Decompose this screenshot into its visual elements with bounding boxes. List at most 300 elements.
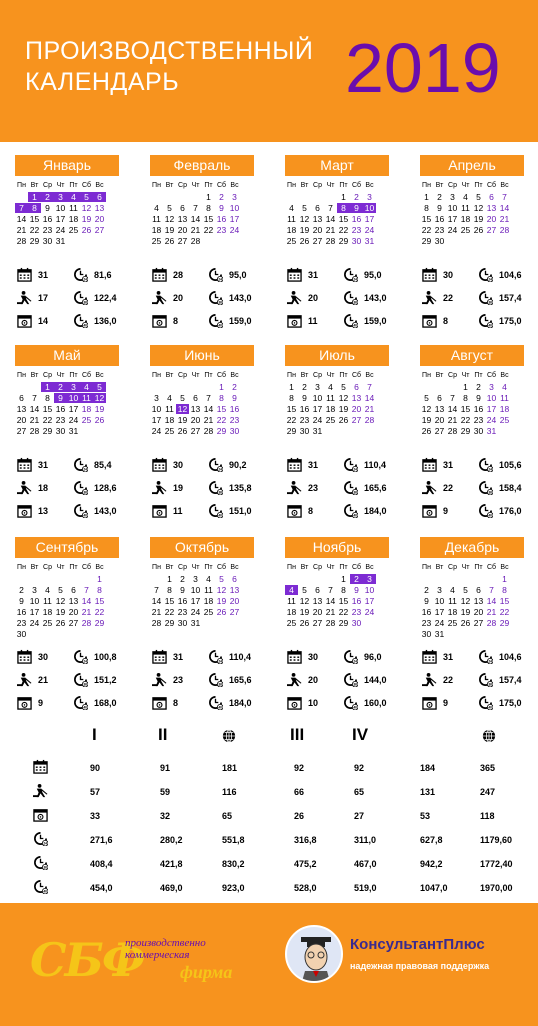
stats-row — [422, 668, 538, 691]
svg-text:40: 40 — [353, 323, 358, 328]
month-day-grid — [420, 371, 538, 437]
stat-item — [17, 290, 73, 305]
weekday-label: Чт — [326, 372, 335, 379]
day-cell: 17 — [312, 404, 323, 414]
month-name: Июль — [285, 345, 389, 366]
stat-item — [343, 672, 403, 687]
day-cell: 24 — [190, 607, 201, 617]
weekday-label: Вс — [500, 564, 509, 571]
day-cell: 25 — [42, 618, 53, 628]
day-cell: 22 — [338, 607, 349, 617]
stat-value: 135,8 — [229, 482, 252, 493]
svg-text:36: 36 — [83, 682, 88, 687]
empty-day-cell — [498, 629, 511, 639]
day-cell: 16 — [55, 404, 66, 414]
day-cell: 12 — [177, 404, 188, 414]
stat-value: 143,0 — [364, 292, 387, 303]
quarter-header: III — [290, 725, 305, 744]
week-row — [150, 214, 270, 225]
summary-value: 923,0 — [222, 883, 245, 893]
week-row — [15, 214, 135, 225]
empty-day-cell — [176, 382, 189, 392]
weekday-label: Ср — [313, 564, 322, 571]
day-cell: 19 — [177, 415, 188, 425]
summary-value: 131 — [420, 787, 436, 797]
calendar-icon — [422, 457, 437, 472]
stat-item — [287, 313, 343, 328]
day-cell: 8 — [28, 203, 41, 213]
day-cell: 29 — [499, 618, 510, 628]
day-cell: 26 — [299, 618, 310, 628]
day-cell: 1 — [219, 382, 224, 392]
month-stats — [152, 645, 268, 714]
month-day-grid — [150, 181, 270, 247]
stat-value: 31 — [443, 651, 454, 662]
stats-row — [152, 499, 268, 522]
day-cell: 11 — [461, 203, 470, 213]
calendar-icon — [17, 649, 32, 664]
weekday-label: Чт — [461, 182, 470, 189]
day-cell: 4 — [80, 382, 93, 392]
day-cell: 13 — [94, 203, 105, 213]
day-cell: 2 — [424, 585, 429, 595]
day-cell: 4 — [502, 382, 507, 392]
empty-day-cell — [202, 236, 215, 246]
empty-day-cell — [363, 426, 376, 436]
empty-day-cell — [228, 236, 241, 246]
week-row — [150, 574, 270, 585]
day-cell: 9 — [424, 596, 429, 606]
svg-text:36: 36 — [353, 682, 358, 687]
stat-item — [17, 503, 73, 518]
day-cell: 25 — [447, 618, 458, 628]
svg-text:24: 24 — [83, 467, 88, 472]
day-cell: 7 — [328, 203, 333, 213]
calendar-icon — [422, 267, 437, 282]
week-row — [285, 618, 405, 629]
empty-day-cell — [93, 426, 106, 436]
weekday-label: Чт — [56, 372, 65, 379]
day-cell: 14 — [325, 214, 336, 224]
day-cell: 21 — [447, 415, 458, 425]
clock-icon — [208, 480, 223, 495]
day-cell: 8 — [167, 585, 172, 595]
stat-item — [422, 480, 478, 495]
stat-item — [343, 313, 403, 328]
day-cell: 18 — [151, 225, 162, 235]
day-cell: 6 — [193, 393, 198, 403]
day-cell: 11 — [500, 393, 509, 403]
weekday-label: Пн — [152, 564, 161, 571]
stat-item — [208, 457, 268, 472]
page-title — [25, 36, 313, 98]
day-cell: 14 — [81, 596, 92, 606]
month-stats — [17, 645, 133, 714]
day-cell: 25 — [286, 236, 297, 246]
week-row — [285, 214, 405, 225]
day-cell: 4 — [285, 585, 298, 595]
day-cell: 23 — [42, 225, 53, 235]
day-cell: 28 — [499, 225, 510, 235]
week-row — [420, 415, 538, 426]
stat-item — [152, 480, 208, 495]
consultant-mascot-icon — [285, 925, 343, 983]
clock-icon — [343, 649, 358, 664]
empty-day-cell — [285, 574, 298, 584]
svg-text:40: 40 — [83, 705, 88, 710]
day-cell: 17 — [151, 415, 162, 425]
day-cell: 16 — [216, 214, 227, 224]
day-cell: 20 — [434, 415, 445, 425]
clock-icon — [478, 457, 493, 472]
stat-item — [73, 267, 133, 282]
day-cell: 19 — [421, 415, 432, 425]
stat-item — [478, 313, 538, 328]
week-row — [150, 585, 270, 596]
stats-row — [152, 286, 268, 309]
svg-text:40: 40 — [218, 513, 223, 518]
stat-value: 165,6 — [364, 482, 387, 493]
weekday-label: Пн — [17, 372, 26, 379]
stat-value: 31 — [38, 269, 49, 280]
weekday-label: Пн — [422, 564, 431, 571]
stat-item — [422, 313, 478, 328]
day-cell: 28 — [447, 426, 458, 436]
clock-icon — [208, 503, 223, 518]
day-cell: 6 — [180, 203, 185, 213]
day-cell: 10 — [434, 596, 445, 606]
day-cell: 26 — [216, 607, 227, 617]
empty-day-cell — [80, 574, 93, 584]
day-cell: 13 — [312, 214, 323, 224]
day-cell: 14 — [190, 214, 201, 224]
day-cell: 11 — [69, 203, 78, 213]
day-cell: 31 — [364, 236, 375, 246]
empty-day-cell — [189, 192, 202, 202]
month-block — [15, 537, 135, 710]
week-row — [15, 596, 135, 607]
day-cell: 29 — [42, 426, 53, 436]
day-cell: 10 — [486, 393, 497, 403]
weekday-label: Ср — [313, 372, 322, 379]
consultant-brand-name: КонсультантПлюс — [350, 936, 485, 953]
stat-item — [208, 480, 268, 495]
svg-text:36: 36 — [353, 490, 358, 495]
week-row — [15, 585, 135, 596]
summary-value: 90 — [90, 763, 101, 773]
stat-item — [422, 267, 478, 282]
stat-value: 157,4 — [499, 674, 522, 685]
day-cell: 22 — [42, 415, 53, 425]
stat-item — [152, 267, 208, 282]
day-cell: 28 — [486, 618, 497, 628]
week-row — [150, 203, 270, 214]
stat-item — [422, 695, 478, 710]
clock-icon — [478, 672, 493, 687]
worker-icon — [152, 290, 167, 305]
day-cell: 5 — [58, 585, 63, 595]
weekday-header-row — [420, 563, 538, 574]
day-cell: 20 — [94, 214, 105, 224]
empty-day-cell — [337, 426, 350, 436]
title-line-2: КАЛЕНДАРЬ — [25, 68, 180, 96]
stats-row — [287, 668, 403, 691]
clock-icon — [33, 855, 48, 870]
weekday-label: Пн — [422, 372, 431, 379]
clock-icon — [208, 695, 223, 710]
stats-row — [287, 453, 403, 476]
week-row — [15, 629, 135, 640]
stat-item — [73, 503, 133, 518]
day-cell: 8 — [337, 203, 350, 213]
day-cell: 31 — [312, 426, 323, 436]
week-row — [420, 225, 538, 236]
day-cell: 23 — [299, 415, 310, 425]
stats-row — [422, 263, 538, 286]
day-cell: 10 — [229, 203, 240, 213]
week-row — [15, 382, 135, 393]
empty-day-cell — [15, 382, 28, 392]
stats-row — [17, 645, 133, 668]
day-cell: 8 — [424, 203, 429, 213]
weekday-label: Пн — [152, 182, 161, 189]
svg-text:24: 24 — [83, 659, 88, 664]
day-cell: 30 — [473, 426, 484, 436]
worker-icon — [422, 480, 437, 495]
stat-item — [17, 267, 73, 282]
day-cell: 10 — [447, 203, 458, 213]
stat-item — [478, 457, 538, 472]
day-cell: 23 — [16, 618, 27, 628]
stat-item — [478, 290, 538, 305]
svg-text:40: 40 — [488, 513, 493, 518]
worker-icon — [33, 783, 48, 798]
month-name: Апрель — [420, 155, 524, 176]
stats-row — [422, 499, 538, 522]
day-cell: 5 — [219, 574, 224, 584]
month-name: Январь — [15, 155, 119, 176]
clock-icon — [478, 503, 493, 518]
summary-row — [0, 877, 538, 899]
day-cell: 6 — [354, 382, 359, 392]
svg-text:40: 40 — [83, 513, 88, 518]
svg-text:24: 24 — [83, 277, 88, 282]
sbf-logo — [30, 933, 260, 993]
day-cell: 26 — [55, 618, 66, 628]
weekday-label: Пн — [422, 182, 431, 189]
stats-row — [152, 309, 268, 332]
week-row — [285, 225, 405, 236]
clock-icon — [343, 313, 358, 328]
day-cell: 12 — [81, 203, 92, 213]
day-cell: 3 — [32, 585, 37, 595]
stat-value: 8 — [308, 505, 314, 516]
day-cell: 8 — [463, 393, 468, 403]
day-cell: 12 — [460, 596, 471, 606]
stats-row — [17, 691, 133, 714]
day-cell: 3 — [193, 574, 198, 584]
day-cell: 8 — [206, 203, 211, 213]
weekday-label: Вс — [500, 182, 509, 189]
day-cell: 12 — [299, 214, 310, 224]
day-cell: 17 — [29, 607, 40, 617]
svg-text:40: 40 — [488, 323, 493, 328]
stat-value: 9 — [443, 697, 449, 708]
empty-day-cell — [485, 629, 498, 639]
empty-day-cell — [80, 236, 93, 246]
stats-row — [287, 691, 403, 714]
day-cell: 21 — [190, 225, 201, 235]
day-cell: 25 — [68, 225, 79, 235]
stat-value: 128,6 — [94, 482, 117, 493]
stats-row — [17, 453, 133, 476]
day-cell: 30 — [299, 426, 310, 436]
day-cell: 16 — [421, 607, 432, 617]
day-cell: 12 — [421, 404, 432, 414]
day-cell: 1 — [463, 382, 468, 392]
week-row — [285, 192, 405, 203]
summary-value: 53 — [420, 811, 431, 821]
day-cell: 20 — [16, 415, 27, 425]
day-cell: 4 — [206, 574, 211, 584]
day-off-icon — [17, 503, 32, 518]
stat-item — [73, 313, 133, 328]
day-cell: 21 — [81, 607, 92, 617]
empty-day-cell — [498, 236, 511, 246]
month-name: Сентябрь — [15, 537, 119, 558]
clock-icon — [73, 267, 88, 282]
globe-icon — [482, 728, 496, 748]
stat-item — [73, 695, 133, 710]
day-off-icon — [17, 313, 32, 328]
weekday-label: Ср — [43, 564, 52, 571]
weekday-header-row — [420, 371, 538, 382]
stat-value: 151,0 — [229, 505, 252, 516]
consultant-slogan: надежная правовая поддержка — [350, 961, 490, 971]
day-cell: 20 — [486, 214, 497, 224]
day-cell: 9 — [232, 393, 237, 403]
day-cell: 23 — [229, 415, 240, 425]
day-cell: 23 — [177, 607, 188, 617]
weekday-label: Вс — [95, 372, 104, 379]
stat-value: 144,0 — [364, 674, 387, 685]
summary-value: 942,2 — [420, 859, 443, 869]
worker-icon — [152, 480, 167, 495]
day-cell: 8 — [289, 393, 294, 403]
weekday-label: Ср — [178, 564, 187, 571]
stat-value: 23 — [173, 674, 184, 685]
empty-day-cell — [324, 574, 337, 584]
day-cell: 15 — [338, 596, 349, 606]
day-cell: 23 — [351, 225, 362, 235]
empty-day-cell — [189, 382, 202, 392]
day-cell: 5 — [93, 382, 106, 392]
stat-value: 176,0 — [499, 505, 522, 516]
weekday-label: Пт — [339, 564, 348, 571]
empty-day-cell — [28, 629, 41, 639]
stat-value: 8 — [173, 315, 179, 326]
day-cell: 9 — [219, 203, 224, 213]
stat-item — [73, 457, 133, 472]
week-row — [420, 574, 538, 585]
day-off-icon — [422, 503, 437, 518]
stats-row — [422, 453, 538, 476]
day-cell: 3 — [489, 382, 494, 392]
month-day-grid — [150, 563, 270, 629]
stat-item — [422, 503, 478, 518]
stat-value: 122,4 — [94, 292, 117, 303]
weekday-label: Вт — [165, 372, 174, 379]
stats-row — [422, 309, 538, 332]
weekday-label: Пт — [69, 182, 78, 189]
sbf-logo-letters: СБФ — [30, 933, 144, 987]
day-cell: 30 — [16, 629, 27, 639]
day-cell: 24 — [364, 225, 375, 235]
year-label: 2019 — [345, 29, 501, 107]
clock-icon — [73, 313, 88, 328]
day-cell: 11 — [448, 596, 457, 606]
calendar-icon — [33, 759, 48, 774]
day-off-icon — [287, 313, 302, 328]
day-cell: 1 — [341, 574, 346, 584]
day-cell: 17 — [229, 214, 240, 224]
day-cell: 17 — [447, 214, 458, 224]
clock-icon — [478, 313, 493, 328]
weekday-label: Вт — [300, 372, 309, 379]
stat-value: 110,4 — [364, 459, 387, 470]
day-cell: 16 — [177, 596, 188, 606]
day-cell: 21 — [203, 415, 214, 425]
day-cell: 13 — [68, 596, 79, 606]
day-cell: 10 — [364, 585, 375, 595]
worker-icon — [422, 672, 437, 687]
stats-row — [422, 691, 538, 714]
day-cell: 25 — [460, 225, 471, 235]
weekday-label: Вс — [230, 182, 239, 189]
week-row — [150, 393, 270, 404]
summary-value: 118 — [480, 811, 495, 821]
day-off-icon — [152, 695, 167, 710]
day-cell: 20 — [351, 404, 362, 414]
day-cell: 11 — [204, 585, 213, 595]
day-cell: 9 — [437, 203, 442, 213]
weekday-label: Чт — [191, 372, 200, 379]
empty-day-cell — [80, 629, 93, 639]
stats-row — [17, 263, 133, 286]
day-cell: 25 — [286, 618, 297, 628]
day-cell: 17 — [68, 404, 79, 414]
day-cell: 1 — [206, 192, 211, 202]
week-row — [15, 618, 135, 629]
day-cell: 16 — [229, 404, 240, 414]
weekday-label: Вс — [230, 564, 239, 571]
day-cell: 4 — [450, 585, 455, 595]
summary-value: 1772,40 — [480, 859, 513, 869]
stat-value: 159,0 — [364, 315, 387, 326]
day-cell: 14 — [29, 404, 40, 414]
month-name: Март — [285, 155, 389, 176]
month-stats — [152, 453, 268, 522]
weekday-label: Сб — [81, 182, 92, 189]
day-cell: 22 — [216, 415, 227, 425]
weekday-label: Вт — [435, 564, 444, 571]
weekday-header-row — [285, 371, 405, 382]
day-cell: 29 — [94, 618, 105, 628]
day-cell: 30 — [421, 629, 432, 639]
stats-row — [17, 286, 133, 309]
day-cell: 3 — [154, 393, 159, 403]
clock-icon — [208, 267, 223, 282]
